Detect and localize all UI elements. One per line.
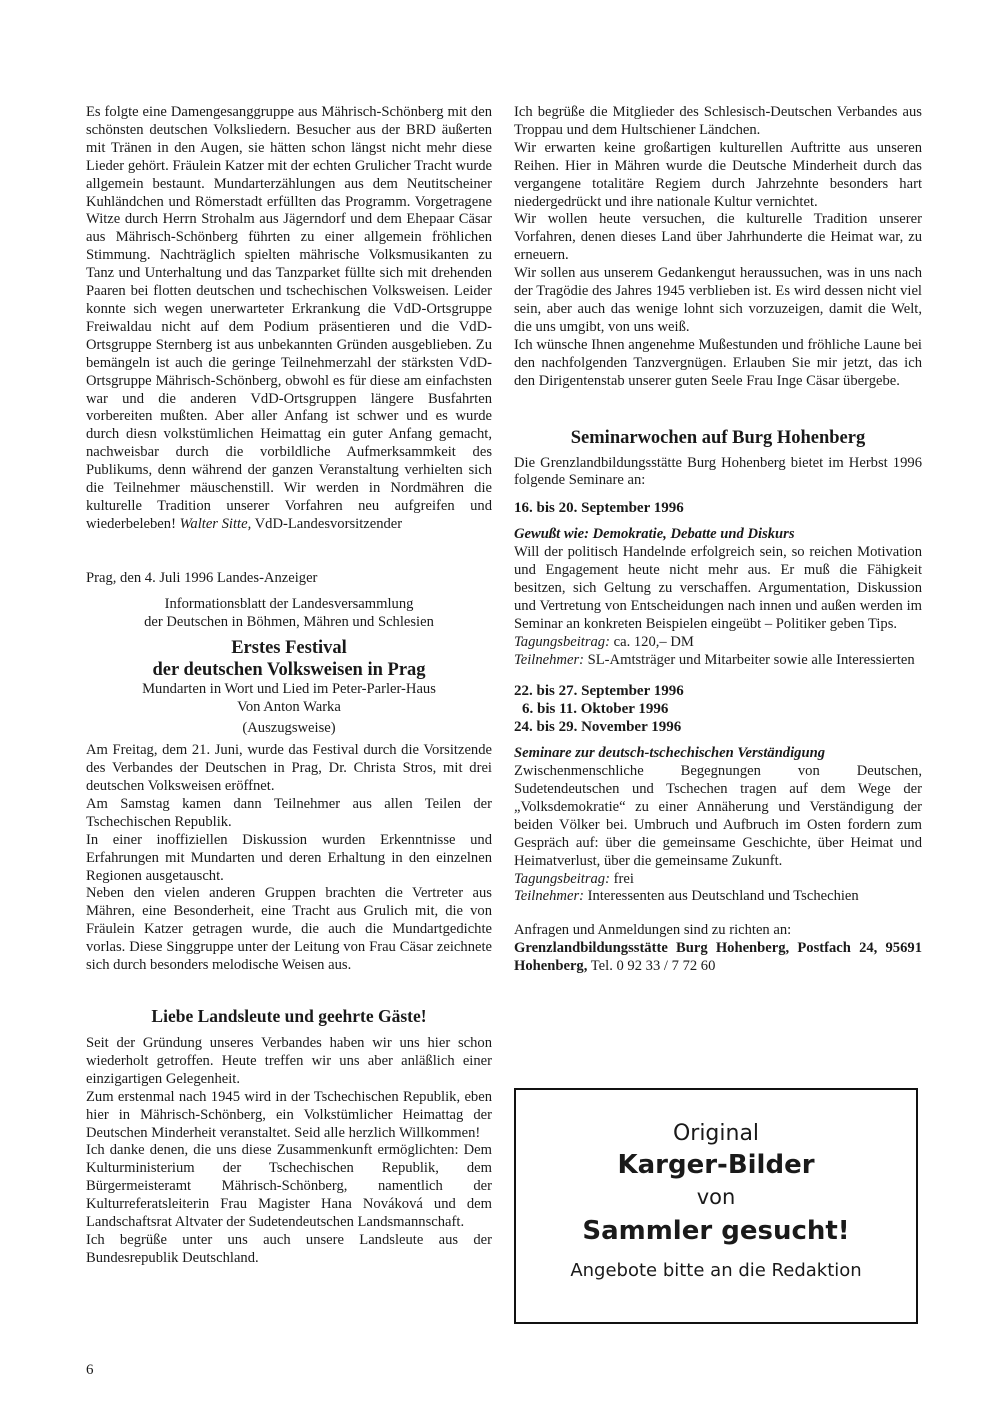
seminar-date: 24. bis 29. November 1996	[514, 719, 682, 736]
festival-paragraph: Am Freitag, dem 21. Juni, wurde das Festival durch die Vorsitzende des Verbandes der Deutschen in Prag, Dr. Christa Stros, mit drei deutschen Volksweisen eröffnet.	[86, 742, 492, 794]
contact-phone: Tel. 0 92 33 / 7 72 60	[590, 958, 716, 975]
speech-paragraph: Ich begrüße die Mitglieder des Schlesisch-Deutschen Verbandes aus Troppau und dem Hultschiener Ländchen.	[514, 104, 922, 138]
seminar-participants: Teilnehmer: Interessenten aus Deutschland und Tschechien	[514, 888, 859, 905]
ad-line-angebote: Angebote bitte an die Redaktion	[570, 1260, 862, 1281]
seminar-date: 22. bis 27. September 1996	[514, 683, 684, 700]
speech-paragraph: Wir erwarten keine großartigen kulturellen Auftritte aus unseren Reihen. Hier in Mähren wurde die Deutsche Minderheit durch das vergangene totalitäre Regiem durch Jahrzehnte besonders hart niedergedrückt und ihre nationale Kultur vernichtet.	[514, 139, 922, 210]
seminar-intro: Die Grenzlandbildungsstätte Burg Hohenberg bietet im Herbst 1996 folgende Seminare an:	[514, 454, 922, 489]
ad-line-original: Original	[672, 1121, 760, 1146]
left-column	[86, 104, 492, 1268]
ad-line-sammler: Sammler gesucht!	[582, 1216, 850, 1246]
seminar-date: 6. bis 11. Oktober 1996	[522, 701, 669, 718]
speech-paragraph: Seit der Gründung unseres Verbandes haben wir uns hier schon wiederholt getroffen. Heute treffen wir uns aber anläßlich einer einzigartigen Gelegenheit.	[86, 1034, 492, 1087]
speech-paragraph: Wir sollen aus unserem Gedankengut heraussuchen, was in uns nach der Tragödie des Jahres 1945 verblieben ist. Es wird dessen nicht viel sein, aber auch das wenige lohnt sich vorzuzeigen, damit die Welt, die uns umgibt, von uns weiß.	[514, 265, 922, 335]
seminar-fee: Tagungsbeitrag: ca. 120,– DM	[514, 633, 694, 650]
speech-paragraph: Zum erstenmal nach 1945 wird in der Tschechischen Republik, eben hier in Mährisch-Schönberg, ein Volkstümlicher Heimattag der Deutschen Minderheit veranstaltet. Seid alle herzlich Willkommen!	[86, 1088, 492, 1141]
seminar-text: Will der politisch Handelnde erfolgreich sein, so reichen Motivation und Engagement heute nicht mehr aus. Er muß die Fähigkeit besitzen, sich Geltung zu verschaffen. Argumentation, Diskussion und Vertretung von Entscheidungen nach innen und außen werden im Seminar an konkreten Beispielen eingeübt – Politiker geben Tips.	[514, 544, 922, 632]
seminar-title: Seminarwochen auf Burg Hohenberg	[570, 427, 866, 448]
speech-paragraph: Wir wollen heute versuchen, die kulturelle Tradition unserer Vorfahren, denen dieses Land über Jahrhunderte die Heimat war, zu erneuern.	[514, 211, 922, 264]
seminar-date: 16. bis 20. September 1996	[514, 500, 684, 517]
seminar-participants: Teilnehmer: SL-Amtsträger und Mitarbeiter sowie alle Interessierten	[514, 651, 915, 668]
festival-paragraph: Am Samstag kamen dann Teilnehmer aus allen Teilen der Tschechischen Republik.	[86, 795, 492, 830]
ad-line-karger: Karger-Bilder	[617, 1150, 815, 1180]
contact-intro: Anfragen und Anmeldungen sind zu richten an:	[514, 922, 792, 939]
page-number: 6	[86, 1362, 94, 1378]
festival-paragraph: Neben den vielen anderen Gruppen brachten die Vertreter aus Mähren, eine Besonderheit, eine Tracht aus Grulich mit, die von Fräulein Katzer getragen wurde, die auch die Mundartgedichte vorlas. Diese Singgruppe unter der Leitung von Frau Cäsar zeichnete sich durch besonders melodische Weisen aus.	[86, 885, 492, 974]
speech-paragraph: Ich wünsche Ihnen angenehme Mußestunden und fröhliche Laune bei den nachfolgenden Tanzvergnügen. Erlauben Sie mir jetzt, das ich den Dirigentenstab unserer guten Seele Frau Inge Cäsar übergebe.	[514, 336, 922, 389]
festival-note: (Auszugsweise)	[242, 720, 336, 737]
seminar-heading: Gewußt wie: Demokratie, Debatte und Diskurs	[514, 526, 795, 543]
seminar-heading: Seminare zur deutsch-tschechischen Verständigung	[514, 745, 825, 762]
speech-title: Liebe Landsleute und geehrte Gäste!	[151, 1005, 427, 1026]
article-intro: Es folgte eine Damengesanggruppe aus Mährisch-Schönberg mit den schönsten deutschen Volksliedern. Besucher aus der BRD äußerten mit Tränen in den Augen, sie hätten schon längst nicht mehr diese Lieder gehört. Fräulein Katzer mit der echten Grulicher Tracht wurde allgemein bestaunt. Mundarterzählungen aus dem Neutitscheiner Kuhländchen und Römerstadt erfüllten das Programm. Vorgetragene Witze durch Herrn Strohalm aus Jägerndorf und dem Ehepaar Cäsar aus Mährisch-Schönberg führten zu einer allgemein fröhlichen Stimmung. Nachträglich spielten mährische Volksmusikanten zu Tanz und Unterhaltung und das Tanzparket füllte sich mit drehenden Paaren bei flotten deutschen und tschechischen Volksweisen. Leider konnte sich wegen unerwarteter Erkrankung die VdD-Ortsgruppe Freiwaldau nicht auf dem Podium präsentieren und die VdD-Ortsgruppe Sternberg ist aus unbekannten Gründen ausgeblieben. Zu bemängeln ist auch die geringe Teilnehmerzahl der stärksten VdD-Ortsgruppe Mährisch-Schönberg, obwohl es für diese am einfachsten war und die anderen VdD-Ortsgruppen längere Busfahrten vorbereiten mußten. Aber aller Anfang ist schwer und es wurde durch diesn volkstümlichen Heimattag ein guter Anfang gemacht, nachweisbar durch die vorbildliche Aufmerksammkeit des Publikums, denn während der ganzen Veranstaltung verhielten sich die Teilnehmer mäuschenstill. Wir werden in Nordmähren die kulturelle Tradition unserer Vorfahren neu aufgreifen und wiederbeleben! Walter Sitte, VdD-Landesvorsitzender	[86, 104, 492, 532]
right-column	[514, 104, 922, 976]
festival-title: Erstes Festival	[231, 638, 347, 659]
festival-paragraph: In einer inoffiziellen Diskussion wurden Erkenntnisse und Erfahrungen mit Mundarten und deren Erhaltung in den einzelnen Regionen ausgetauscht.	[86, 831, 492, 884]
festival-title: der deutschen Volksweisen in Prag	[152, 660, 426, 681]
speech-paragraph: Ich begrüße unter uns auch unsere Landsleute aus der Bundesrepublik Deutschland.	[86, 1231, 492, 1266]
speech-paragraph: Ich danke denen, die uns diese Zusammenkunft ermöglichten: Dem Kulturministerium der Tschechischen Republik, dem Bürgermeisteramt Mährisch-Schönberg, namentlich der Kulturreferatsleiterin Frau Magister Hana Nováková und dem Landschaftsrat Altvater der Sudetendeutschen Landsmannschaft.	[86, 1142, 492, 1231]
advertisement-box	[514, 1088, 918, 1324]
signature-role: VdD-Landesvorsitzender	[254, 515, 403, 532]
contact-address: Grenzlandbildungsstätte Burg Hohenberg, Postfach 24, 95691 Hohenberg, Tel. 0 92 33 / 7 72 60	[514, 940, 922, 975]
festival-subtitle: Mundarten in Wort und Lied im Peter-Parler-Haus	[142, 681, 436, 698]
festival-author: Von Anton Warka	[237, 699, 341, 716]
dateline: Prag, den 4. Juli 1996 Landes-Anzeiger	[86, 569, 318, 586]
source-line: der Deutschen in Böhmen, Mähren und Schlesien	[144, 613, 434, 630]
seminar-fee: Tagungsbeitrag: frei	[514, 870, 634, 887]
ad-line-von: von	[696, 1185, 736, 1209]
seminar-text: Zwischenmenschliche Begegnungen von Deutschen, Sudetendeutschen und Tschechen tragen auf dem Wege der „Volksdemokratie“ zu einer Annäherung und Verständigung der beiden Völker bei. Umbruch und Aufbruch im Osten fordern zum Gespräch auf: über die gemeinsame Geschichte, über Heimat und Heimatverlust, über die gemeinsame Zukunft.	[514, 763, 922, 869]
source-line: Informationsblatt der Landesversammlung	[164, 595, 414, 612]
signature-name: Walter Sitte,	[179, 515, 252, 532]
